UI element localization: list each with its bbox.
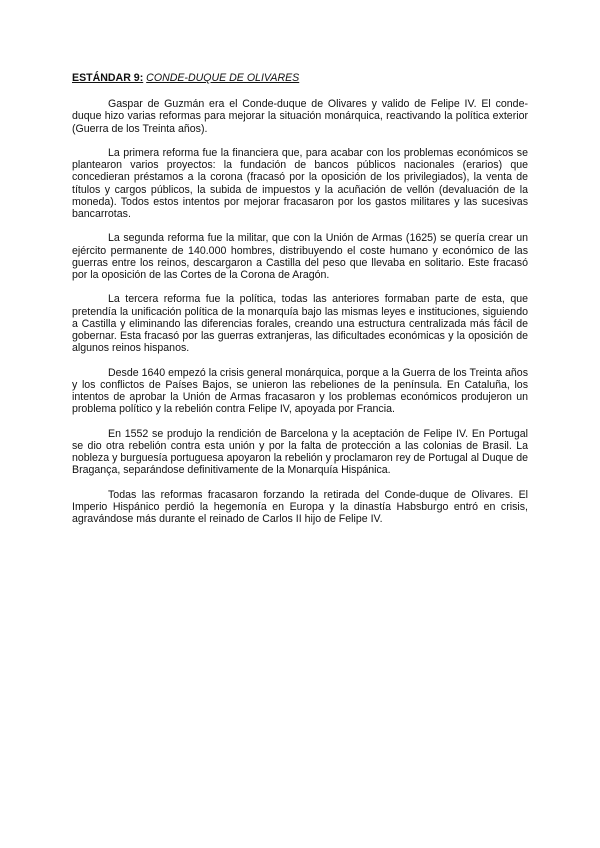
paragraph-3: La segunda reforma fue la militar, que con la Unión de Armas (1625) se quería crear un ejército permanente de 140.000 hombres, distribuyendo el coste humano y económico de las guerras entre los reinos, descargaron a Castilla del peso que llevaba en solitario. Este fracasó por la oposición de las Cortes de la Corona de Aragón. — [72, 232, 528, 282]
document-body — [72, 72, 528, 537]
paragraph-5: Desde 1640 empezó la crisis general monárquica, porque a la Guerra de los Treinta años y los conflictos de Países Bajos, se unieron las rebeliones de la península. En Cataluña, los intentos de aprobar la Unión de Armas fracasaron y los problemas económicos produjeron un problema político y la rebelión contra Felipe IV, apoyada por Francia. — [72, 366, 528, 416]
paragraph-6: En 1552 se produjo la rendición de Barcelona y la aceptación de Felipe IV. En Portugal se dio otra rebelión contra esta unión y por la falta de protección a las colonias de Brasil. La nobleza y burguesía portuguesa apoyaron la rebelión y proclamaron rey de Portugal al Duque de Bragança, separándose definitivamente de la Monarquía Hispánica. — [72, 427, 528, 477]
paragraph-4: La tercera reforma fue la política, todas las anteriores formaban parte de esta, que pretendía la unificación política de la monarquía bajo las mismas leyes e instituciones, siguiendo a Castilla y eliminando las diferencias forales, creando una estructura centralizada más fácil de gobernar. Esta fracasó por las guerras extranjeras, las dificultades económicas y la oposición de algunos reinos hispanos. — [72, 293, 528, 355]
paragraph-1: Gaspar de Guzmán era el Conde-duque de Olivares y valido de Felipe IV. El conde-duque hizo varias reformas para mejorar la situación monárquica, reactivando la política exterior (Guerra de los Treinta años). — [72, 98, 528, 135]
paragraph-7: Todas las reformas fracasaron forzando la retirada del Conde-duque de Olivares. El Imperio Hispánico perdió la hegemonía en Europa y la dinastía Habsburgo entró en crisis, agravándose más durante el reinado de Carlos II hijo de Felipe IV. — [72, 488, 528, 526]
heading-title: CONDE-DUQUE DE OLIVARES — [146, 72, 300, 84]
paragraph-2: La primera reforma fue la financiera que, para acabar con los problemas económicos se plantearon varios proyectos: la fundación de bancos públicos nacionales (erarios) que concedieran préstamos a la corona (fracasó por la oposición de los privilegiados), la venta de títulos y cargos públicos, la subida de impuestos y la acuñación de vellón (devaluación de la moneda). Todos estos intentos por mejorar fracasaron por los gastos militares y las sucesivas bancarrotas. — [72, 147, 528, 221]
heading-label: ESTÁNDAR 9: — [72, 72, 144, 84]
document-heading — [72, 72, 528, 84]
